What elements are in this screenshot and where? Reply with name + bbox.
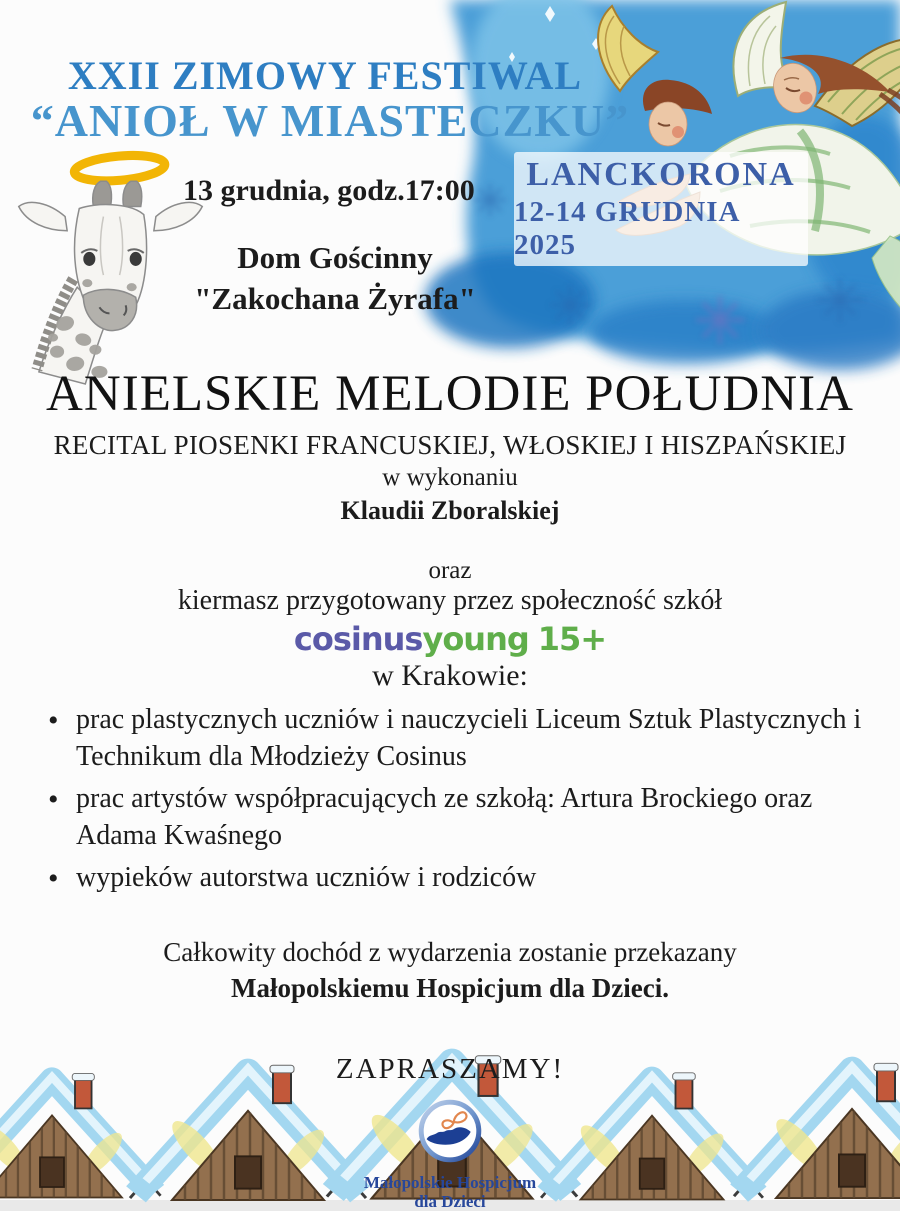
venue-name-line1: Dom Gościnny — [237, 240, 433, 275]
list-item: • wypieków autorstwa uczniów i rodziców — [40, 860, 862, 897]
festival-title-line2: “ANIOŁ W MIASTECZKU” — [30, 95, 630, 146]
concert-subtitle: RECITAL PIOSENKI FRANCUSKIEJ, WŁOSKIEJ I HISZPAŃSKIEJ — [53, 430, 847, 461]
young-wordmark: young — [422, 620, 529, 659]
location-date-badge — [514, 152, 808, 266]
badge-place: LANCKORONA — [526, 156, 796, 193]
hospice-name — [0, 1173, 900, 1211]
event-datetime: 13 grudnia, godz.17:00 — [183, 174, 475, 207]
invite-text: ZAPRASZAMY! — [335, 1053, 565, 1086]
fair-intro: kiermasz przygotowany przez społeczność szkół — [177, 585, 723, 617]
event-venue — [140, 238, 530, 320]
performer-name: Klaudii Zboralskiej — [340, 496, 560, 526]
fair-items-list — [40, 702, 862, 897]
badge-dates: 12-14 GRUDNIA 2025 — [514, 196, 739, 261]
age-badge: 15+ — [537, 620, 607, 659]
snowflake-icon — [696, 296, 744, 344]
venue-name-line2: "Zakochana Żyrafa" — [194, 280, 476, 316]
cosinus-young-logo — [0, 620, 900, 658]
performed-by-label: w wykonaniu — [382, 464, 518, 492]
cosinus-wordmark: cosinus — [293, 620, 423, 659]
hospice-name-line1: Małopolskie Hospicjum — [363, 1173, 537, 1193]
poster-body — [0, 366, 900, 1211]
list-item: • prac artystów współpracujących ze szkołą: Artura Brockiego oraz Adama Kwaśnego — [40, 781, 862, 855]
concert-title: ANIELSKIE MELODIE POŁUDNIA — [46, 366, 854, 422]
fair-city: w Krakowie: — [372, 659, 528, 693]
halo-icon — [73, 152, 166, 184]
donation-line1: Całkowity dochód z wydarzenia zostanie przekazany — [163, 936, 737, 967]
donation-beneficiary: Małopolskiemu Hospicjum dla Dzieci. — [231, 972, 669, 1003]
conjunction-text: oraz — [428, 557, 472, 585]
list-item: • prac plastycznych uczniów i nauczycieli Liceum Sztuk Plastycznych i Technikum dla Młodzieży Cosinus — [40, 702, 862, 776]
hospice-logo — [414, 1095, 486, 1167]
hospice-name-line2: dla Dzieci — [414, 1192, 486, 1211]
donation-note — [0, 935, 900, 1006]
festival-title-line1: XXII ZIMOWY FESTIWAL — [67, 53, 583, 98]
